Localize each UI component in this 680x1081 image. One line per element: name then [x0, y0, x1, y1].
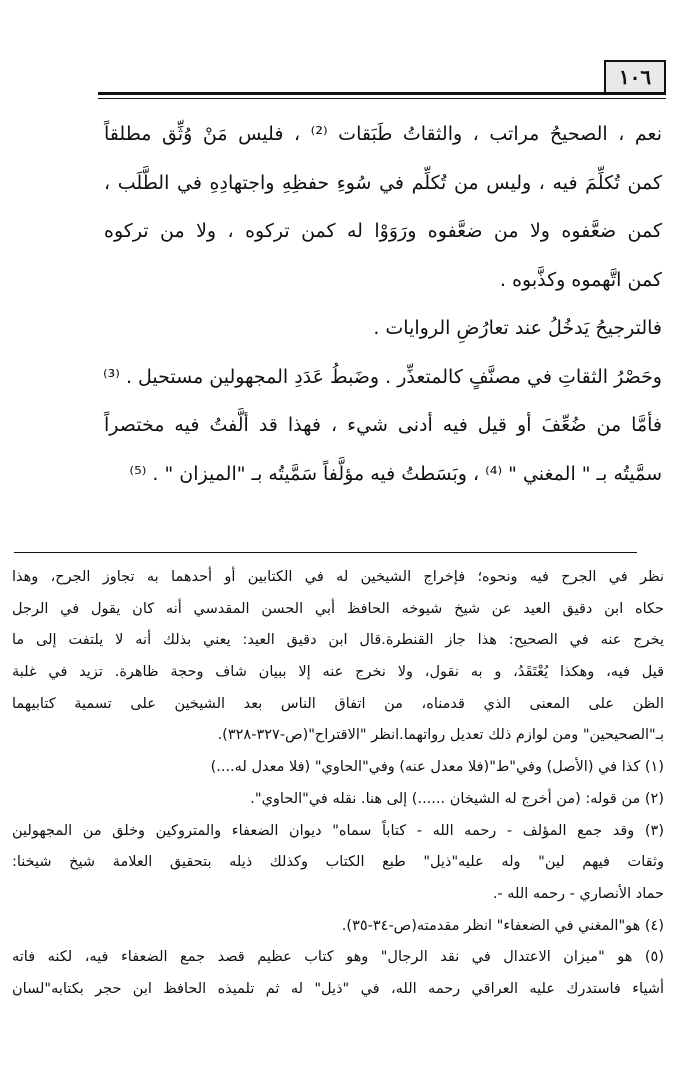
footnote-line: (٥) هو "ميزان الاعتدال في نقد الرجال" وهو كتاب عظيم قصد جمع الضعفاء فيه، لكنه فاته [12, 949, 664, 966]
footnote-line: (٣) وقد جمع المؤلف - رحمه الله - كتاباً سماه" ديوان الضعفاء والمتروكين وخلق من المجهولين [12, 822, 664, 839]
main-line: نعم ، الصحيحُ مراتب ، والثقاتُ طَبَقات ⁽²⁾ ، فليس مَنْ وُثِّق مطلقاً [104, 123, 662, 145]
header-rule [98, 92, 666, 95]
footnotes-section [12, 562, 664, 1006]
footnote-line: وثقات فيهم لين" وله عليه"ذيل" طبع الكتاب وكذلك ذيله بتحقيق العلامة شيخ شيخنا: [12, 854, 664, 871]
footnote-line: قيل فيه، وهكذا يُعْتَقَدُ، و به نقول، ولا نخرج عنه إلا ببيان شاف وحجة ظاهرة. تزيد في غلبة [12, 664, 664, 681]
main-line: كمن اتَّهموه وكذَّبوه . [500, 268, 662, 291]
footnote-line: (٢) من قوله: (من أخرج له الشيخان ......) إلى هنا. نقله في"الحاوي". [250, 790, 664, 807]
footnote-line: (٤) هو"المغني في الضعفاء" انظر مقدمته(ص-٣٤-٣٥). [341, 917, 664, 934]
header-rule-thin [98, 98, 666, 99]
footnote-line: حكاه ابن دقيق العيد عن شيخ شيوخه الحافظ أبي الحسن المقدسي أنه كان يقول في الرجل [12, 600, 664, 617]
main-line: فأمَّا من ضُعِّفَ أو قيل فيه أدنى شيء ، فهذا قد ألَّفتُ فيه مختصراً [104, 414, 662, 436]
footnote-line: الظن على المعنى الذي قدمناه، من اتفاق الناس بعد الشيخين على تسمية كتابيهما [12, 695, 664, 712]
main-text-body [104, 110, 662, 498]
footnote-line: يخرج عنه في الصحيح: هذا جاز القنطرة.قال ابن دقيق العيد: يعني بذلك أنه لا يلتفت إلى ما [12, 632, 664, 649]
main-line: كمن ضعَّفوه ولا من ضعَّفوه ورَوَوْا له كمن تركوه ، ولا من تركوه [104, 220, 662, 242]
footnote-line: بـ"الصحيحين" ومن لوازم ذلك تعديل رواتهما.انظر "الاقتراح"(ص-٣٢٧-٣٢٨). [217, 727, 664, 744]
page-number: ١٠٦ [604, 60, 666, 92]
main-line: فالترجيحُ يَدخُلُ عند تعارُضِ الروايات . [373, 317, 662, 339]
footnote-line: أشياء فاستدرك عليه العراقي رحمه الله، في "ذيل" له ثم تلميذه الحافظ ابن حجر بكتابه"لسان [12, 980, 664, 997]
footnote-line: نظر في الجرح فيه ونحوه؛ فإخراج الشيخين له في الكتابين أو أحدهما به تجاوز الجرح، وهذا [12, 569, 664, 585]
main-line: سمَّيتُه بـ " المغني " ⁽⁴⁾ ، وبَسَطتُ فيه مؤلَّفاً سَمَّيتُه بـ "الميزان " . ⁽⁵⁾ [129, 462, 662, 485]
main-line: كمن تُكلِّمَ فيه ، وليس من تُكلِّم في سُوءِ حفظِهِ واجتهادِهِ في الطَّلَب ، [104, 171, 662, 194]
footnote-separator [14, 552, 637, 553]
main-line: وحَصْرُ الثقاتِ في مصنَّفٍ كالمتعذِّر . وضَبطُ عَدَدِ المجهولين مستحيل . ⁽³⁾ [102, 365, 662, 388]
footnote-line: حماد الأنصاري - رحمه الله -. [492, 885, 664, 902]
footnote-line: (١) كذا في (الأصل) وفي"ط"(فلا معدل عنه) وفي"الحاوي" (فلا معدل له....) [210, 759, 664, 776]
